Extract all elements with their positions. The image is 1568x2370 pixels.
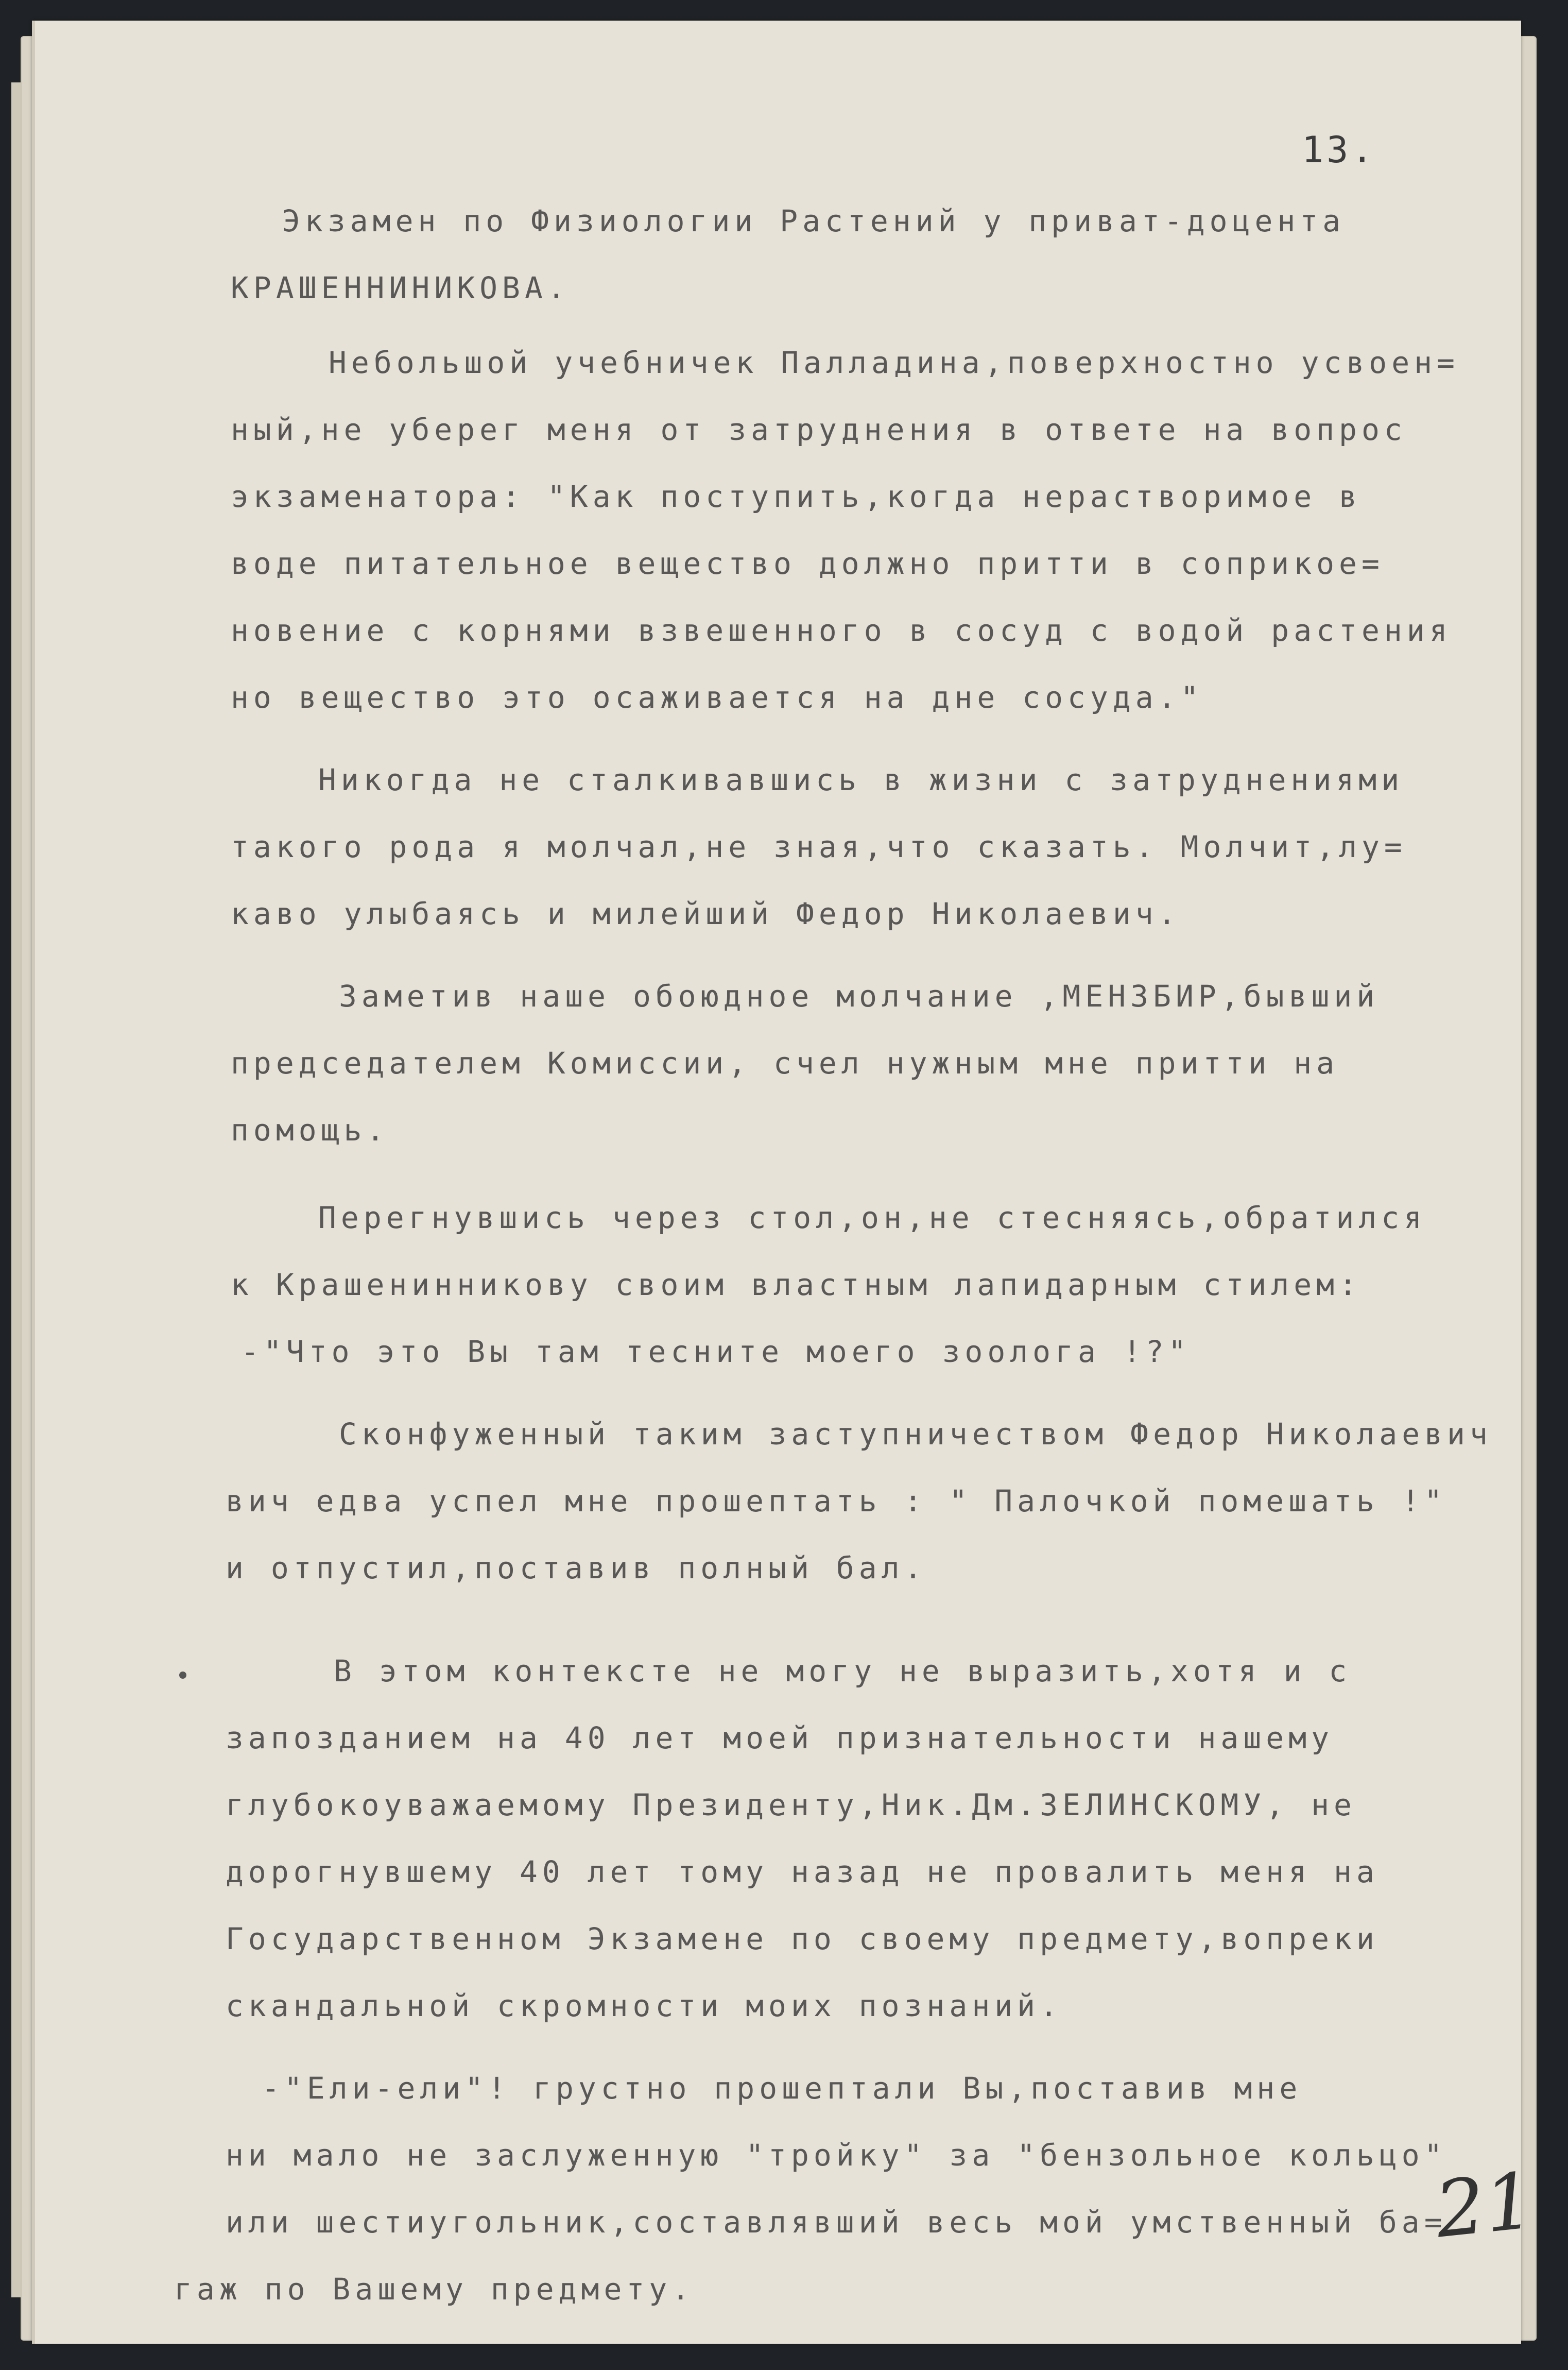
text-line: Государственном Экзамене по своему предмету,вопреки	[226, 1921, 1379, 1956]
text-line: -"Ели-ели"! грустно прошептали Вы,поставив мне	[262, 2071, 1302, 2106]
text-line: экзаменатора: "Как поступить,когда нерастворимое в	[231, 479, 1362, 514]
text-line: -"Что это Вы там тесните моего зоолога !?"	[241, 1334, 1191, 1369]
text-line: помощь.	[231, 1113, 389, 1148]
text-line: но вещество это осаживается на дне сосуда."	[231, 680, 1203, 715]
text-line: и отпустил,поставив полный бал.	[226, 1550, 927, 1585]
text-line: Экзамен по Физиологии Растений у приват-доцента	[282, 203, 1346, 238]
text-line: такого рода я молчал,не зная,что сказать. Молчит,лу=	[231, 829, 1407, 864]
text-line: вич едва успел мне прошептать : " Палочкой помешать !"	[226, 1484, 1447, 1519]
text-line: Никогда не сталкивавшись в жизни с затруднениями	[318, 762, 1404, 797]
text-line: Заметив наше обоюдное молчание ,МЕНЗБИР,бывший	[339, 979, 1380, 1014]
text-line: или шестиугольник,составлявший весь мой умственный ба=	[226, 2205, 1447, 2240]
page-number: 13.	[1302, 129, 1376, 171]
text-line: ный,не уберег меня от затруднения в ответе на вопрос	[231, 412, 1407, 447]
typewritten-page	[32, 21, 1539, 2344]
text-line: воде питательное вещество должно притти в соприкое=	[231, 546, 1384, 581]
text-line: дорогнувшему 40 лет тому назад не провалить меня на	[226, 1854, 1379, 1889]
text-line: глубокоуважаемому Президенту,Ник.Дм.ЗЕЛИНСКОМУ, не	[226, 1787, 1356, 1822]
margin-dot	[179, 1672, 186, 1679]
text-line: КРАШЕННИНИКОВА.	[231, 270, 570, 305]
text-line: Небольшой учебничек Палладина,поверхностно усвоен=	[329, 345, 1459, 380]
text-line: новение с корнями взвешенного в сосуд с водой растения	[231, 613, 1452, 648]
text-line: Сконфуженный таким заступничеством Федор Николаевич	[339, 1417, 1492, 1452]
text-line: к Крашенинникову своим властным лапидарным стилем:	[231, 1267, 1362, 1302]
text-line: ни мало не заслуженную "тройку" за "бензольное кольцо"	[226, 2138, 1447, 2173]
text-line: каво улыбаясь и милейший Федор Николаевич.	[231, 896, 1181, 931]
text-line: скандальной скромности моих познаний.	[226, 1988, 1063, 2023]
handwritten-folio-mark: 21	[1431, 2156, 1539, 2256]
text-line: гаж по Вашему предмету.	[174, 2272, 695, 2307]
text-line: В этом контексте не могу не выразить,хотя и с	[334, 1653, 1352, 1689]
text-line: председателем Комиссии, счел нужным мне притти на	[231, 1046, 1339, 1081]
text-line: Перегнувшись через стол,он,не стесняясь,обратился	[318, 1200, 1427, 1235]
text-line: запозданием на 40 лет моей признательности нашему	[226, 1720, 1334, 1755]
